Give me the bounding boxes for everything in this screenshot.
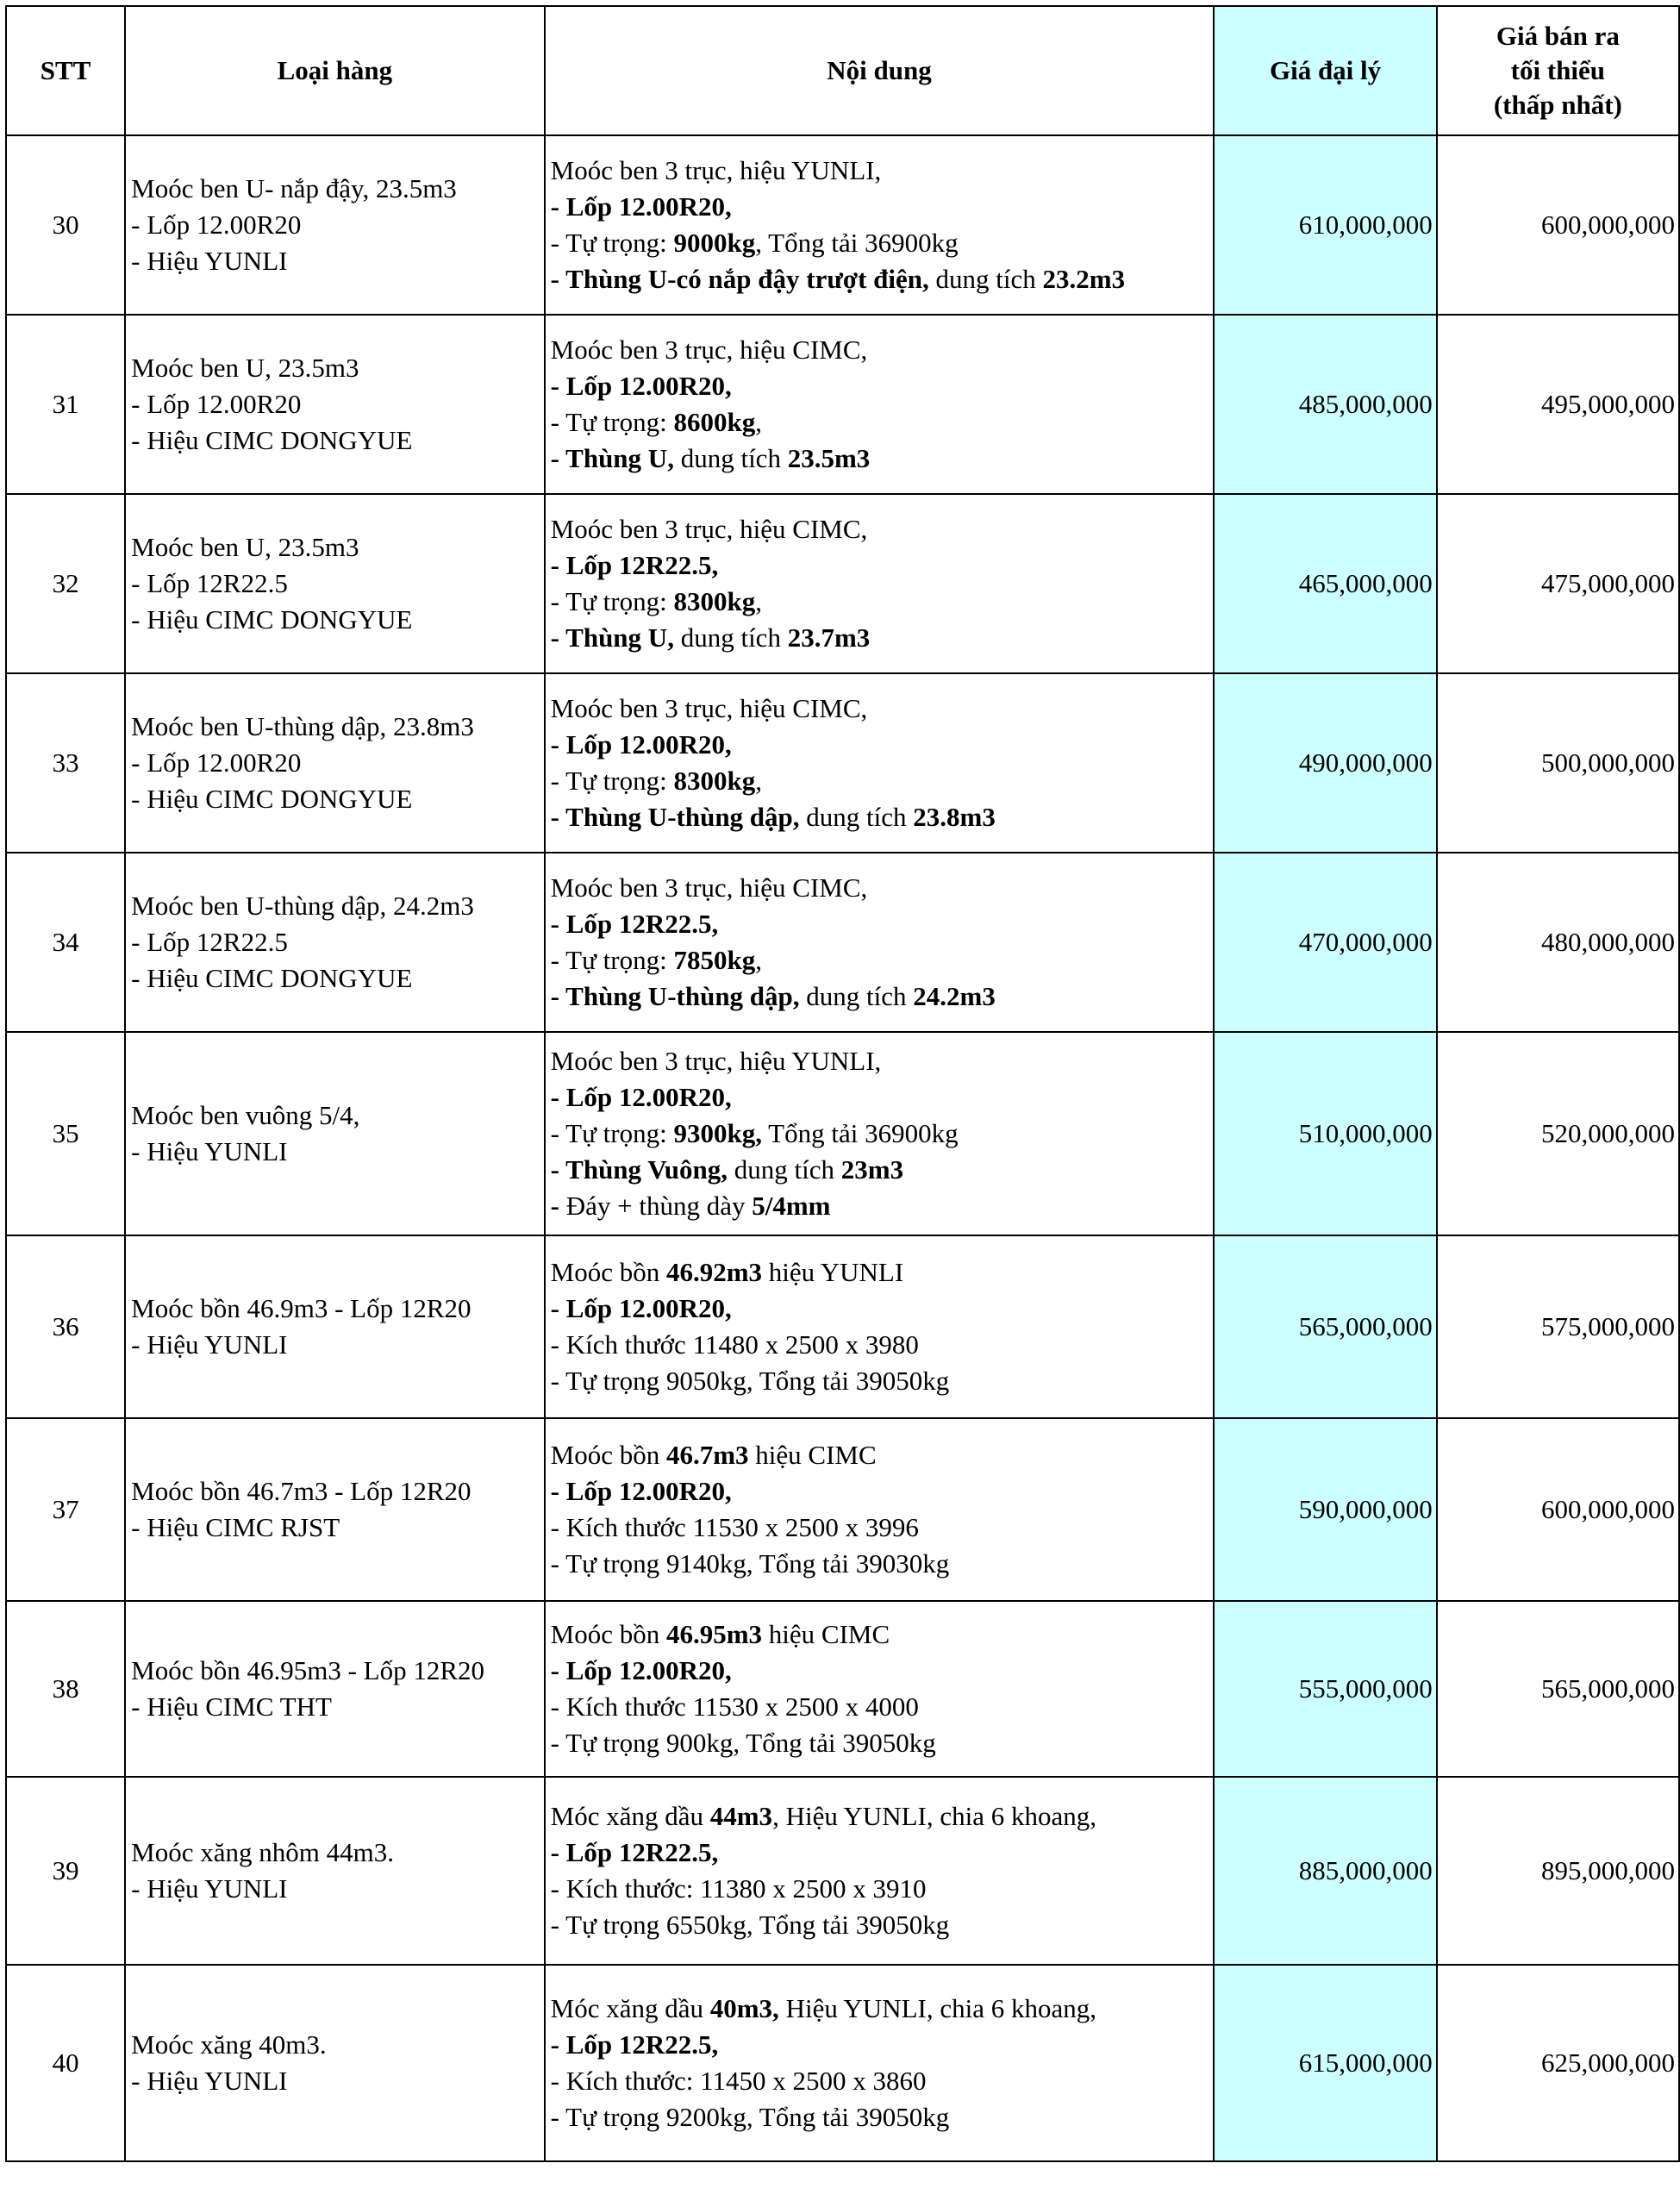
type-line: Moóc xăng nhôm 44m3. — [131, 1837, 394, 1867]
table-body — [6, 135, 1679, 2161]
content-segment: - Tự trọng 9050kg, Tổng tải 39050kg — [550, 1366, 950, 1396]
content-segment: 23.2m3 — [1042, 264, 1126, 294]
table-row — [6, 673, 1679, 853]
row-content — [545, 1601, 1215, 1777]
content-segment: - Tự trọng: — [550, 228, 674, 258]
row-dealer-price: 485,000,000 — [1214, 315, 1436, 494]
row-type — [125, 673, 545, 853]
content-line — [551, 1510, 1214, 1546]
type-line: - Hiệu YUNLI — [131, 246, 288, 276]
row-stt: 30 — [6, 135, 125, 315]
content-line — [551, 1188, 1214, 1224]
content-line — [551, 2027, 1214, 2063]
content-segment: hiệu YUNLI — [762, 1257, 904, 1287]
content-segment: 8300kg — [673, 586, 756, 616]
row-type — [125, 1418, 545, 1601]
content-segment: Moóc bồn — [550, 1257, 666, 1287]
content-line — [551, 1437, 1214, 1473]
content-line — [551, 547, 1214, 584]
content-line — [551, 942, 1214, 978]
content-segment: - Kích thước: 11380 x 2500 x 3910 — [550, 1873, 927, 1904]
content-line — [551, 1152, 1214, 1188]
content-segment: Moóc bồn — [550, 1619, 666, 1649]
row-min-price: 495,000,000 — [1437, 315, 1679, 494]
content-line — [551, 799, 1214, 835]
row-stt: 32 — [6, 494, 125, 673]
table-row — [6, 1777, 1679, 1965]
row-type — [125, 135, 545, 315]
row-min-price: 600,000,000 — [1437, 1418, 1679, 1601]
type-line: - Lốp 12.00R20 — [131, 747, 302, 778]
content-segment: , — [755, 586, 762, 616]
content-segment: 46.7m3 — [665, 1440, 749, 1470]
content-segment: - Kích thước 11530 x 2500 x 3996 — [550, 1512, 919, 1542]
row-content — [545, 673, 1215, 853]
row-dealer-price: 490,000,000 — [1214, 673, 1436, 853]
content-segment: - Lốp 12.00R20, — [550, 1082, 732, 1112]
content-segment: - Lốp 12.00R20, — [550, 1655, 732, 1685]
content-segment: - Thùng Vuông, — [550, 1154, 728, 1185]
row-type — [125, 1965, 545, 2161]
content-line — [551, 620, 1214, 656]
row-stt: 40 — [6, 1965, 125, 2161]
content-segment: Đáy + thùng dày — [565, 1191, 753, 1221]
header-content: Nội dung — [545, 6, 1215, 135]
table-row — [6, 494, 1679, 673]
row-dealer-price: 465,000,000 — [1214, 494, 1436, 673]
content-segment: 23.7m3 — [787, 622, 871, 653]
type-line: Moóc ben U-thùng dập, 24.2m3 — [131, 891, 474, 921]
content-segment: 40m3, — [709, 1993, 779, 2023]
content-segment: - — [550, 1191, 566, 1221]
row-stt: 31 — [6, 315, 125, 494]
content-segment: - Lốp 12R22.5, — [550, 550, 719, 580]
type-line: - Hiệu CIMC RJST — [131, 1512, 340, 1542]
row-stt: 34 — [6, 853, 125, 1032]
header-row — [6, 6, 1679, 135]
content-segment: 44m3 — [709, 1801, 773, 1831]
table-row — [6, 135, 1679, 315]
row-content — [545, 1418, 1215, 1601]
table-row — [6, 1235, 1679, 1418]
content-line — [551, 763, 1214, 799]
content-segment: Moóc bồn — [550, 1440, 666, 1470]
content-line — [551, 978, 1214, 1015]
content-segment: 46.95m3 — [665, 1619, 763, 1649]
type-line: - Hiệu CIMC DONGYUE — [131, 963, 413, 993]
content-segment: 24.2m3 — [913, 981, 996, 1011]
content-segment: - Thùng U-có nắp đậy trượt điện, — [550, 264, 929, 294]
row-min-price: 600,000,000 — [1437, 135, 1679, 315]
row-content — [545, 1235, 1215, 1418]
type-line: - Lốp 12R22.5 — [131, 568, 288, 598]
row-content — [545, 135, 1215, 315]
header-min-price-line: Giá bán ra — [1496, 21, 1620, 51]
table-row — [6, 853, 1679, 1032]
price-table — [5, 5, 1680, 2162]
content-segment: 23.5m3 — [787, 443, 871, 473]
content-segment: - Tự trọng: — [550, 945, 674, 975]
type-line: Moóc ben U, 23.5m3 — [131, 353, 359, 383]
content-segment: Moóc ben 3 trục, hiệu CIMC, — [550, 514, 868, 544]
content-segment: - Thùng U, — [550, 443, 674, 473]
row-type — [125, 494, 545, 673]
content-segment: - Thùng U, — [550, 622, 674, 653]
content-segment: - Lốp 12.00R20, — [550, 1293, 732, 1323]
content-line — [551, 1798, 1214, 1835]
content-segment: hiệu CIMC — [762, 1619, 890, 1649]
content-line — [551, 332, 1214, 368]
content-line — [551, 189, 1214, 225]
content-line — [551, 1871, 1214, 1907]
content-line — [551, 906, 1214, 942]
row-min-price: 565,000,000 — [1437, 1601, 1679, 1777]
type-line: Moóc bồn 46.7m3 - Lốp 12R20 — [131, 1476, 472, 1506]
row-dealer-price: 615,000,000 — [1214, 1965, 1436, 2161]
content-segment: - Lốp 12R22.5, — [550, 2029, 719, 2060]
content-segment: - Tự trọng: — [550, 407, 674, 437]
type-line: Moóc bồn 46.95m3 - Lốp 12R20 — [131, 1655, 485, 1685]
content-line — [551, 1835, 1214, 1871]
row-min-price: 895,000,000 — [1437, 1777, 1679, 1965]
row-min-price: 500,000,000 — [1437, 673, 1679, 853]
row-content — [545, 315, 1215, 494]
row-content — [545, 1965, 1215, 2161]
row-content — [545, 1777, 1215, 1965]
content-segment: - Lốp 12.00R20, — [550, 729, 732, 760]
content-segment: - Lốp 12.00R20, — [550, 1476, 732, 1506]
row-stt: 37 — [6, 1418, 125, 1601]
row-dealer-price: 510,000,000 — [1214, 1032, 1436, 1235]
content-segment: Moóc ben 3 trục, hiệu CIMC, — [550, 693, 868, 723]
price-sheet — [5, 5, 1680, 2162]
row-content — [545, 494, 1215, 673]
content-segment: - Kích thước 11530 x 2500 x 4000 — [550, 1691, 919, 1722]
content-line — [551, 225, 1214, 261]
header-dealer-price: Giá đại lý — [1214, 6, 1436, 135]
row-type — [125, 315, 545, 494]
type-line: Moóc ben vuông 5/4, — [131, 1100, 360, 1130]
row-type — [125, 1601, 545, 1777]
type-line: - Lốp 12R22.5 — [131, 927, 288, 957]
row-dealer-price: 885,000,000 — [1214, 1777, 1436, 1965]
content-segment: - Tự trọng: — [550, 766, 674, 796]
content-line — [551, 1907, 1214, 1943]
type-line: - Hiệu CIMC DONGYUE — [131, 784, 413, 814]
row-dealer-price: 470,000,000 — [1214, 853, 1436, 1032]
type-line: - Lốp 12.00R20 — [131, 209, 302, 240]
row-dealer-price: 610,000,000 — [1214, 135, 1436, 315]
content-line — [551, 1363, 1214, 1399]
row-min-price: 625,000,000 — [1437, 1965, 1679, 2161]
header-min-price-line: tối thiểu — [1510, 55, 1606, 85]
content-segment: - Tự trọng: — [550, 586, 674, 616]
content-line — [551, 1291, 1214, 1327]
content-segment: dung tích — [928, 264, 1043, 294]
content-segment: hiệu CIMC — [748, 1440, 877, 1470]
header-min-price-line: (thấp nhất) — [1493, 90, 1622, 120]
type-line: - Hiệu YUNLI — [131, 2066, 288, 2096]
content-segment: - Tự trọng 9200kg, Tổng tải 39050kg — [550, 2102, 950, 2132]
content-segment: dung tích — [799, 981, 914, 1011]
content-segment: dung tích — [728, 1154, 841, 1185]
content-line — [551, 870, 1214, 906]
content-segment: 8300kg — [673, 766, 756, 796]
content-segment: Moóc ben 3 trục, hiệu YUNLI, — [550, 155, 882, 185]
content-segment: Moóc ben 3 trục, hiệu YUNLI, — [550, 1046, 882, 1076]
content-segment: - Tự trọng 9140kg, Tổng tải 39030kg — [550, 1548, 950, 1579]
row-stt: 35 — [6, 1032, 125, 1235]
content-line — [551, 1043, 1214, 1079]
content-line — [551, 1725, 1214, 1761]
type-line: Moóc bồn 46.9m3 - Lốp 12R20 — [131, 1293, 472, 1323]
content-segment: - Lốp 12R22.5, — [550, 909, 719, 939]
row-min-price: 575,000,000 — [1437, 1235, 1679, 1418]
content-line — [551, 261, 1214, 297]
type-line: Moóc xăng 40m3. — [131, 2029, 327, 2060]
type-line: Moóc ben U- nắp đậy, 23.5m3 — [131, 173, 457, 203]
row-dealer-price: 555,000,000 — [1214, 1601, 1436, 1777]
content-segment: , Tổng tải 36900kg — [755, 228, 959, 258]
content-segment: - Thùng U-thùng dập, — [550, 802, 800, 832]
content-segment: dung tích — [673, 443, 788, 473]
content-segment: 9300kg, — [673, 1118, 762, 1148]
content-segment: 46.92m3 — [665, 1257, 763, 1287]
content-line — [551, 1327, 1214, 1363]
row-type — [125, 1777, 545, 1965]
type-line: - Hiệu CIMC DONGYUE — [131, 604, 413, 635]
content-segment: dung tích — [799, 802, 914, 832]
type-line: - Lốp 12.00R20 — [131, 389, 302, 419]
table-row — [6, 1418, 1679, 1601]
content-line — [551, 1689, 1214, 1725]
content-segment: - Thùng U-thùng dập, — [550, 981, 800, 1011]
row-min-price: 480,000,000 — [1437, 853, 1679, 1032]
content-segment: Móc xăng dầu — [550, 1801, 710, 1831]
content-segment: Moóc ben 3 trục, hiệu CIMC, — [550, 334, 868, 365]
content-line — [551, 404, 1214, 441]
content-segment: - Kích thước 11480 x 2500 x 3980 — [550, 1329, 919, 1360]
content-segment: 5/4mm — [752, 1191, 831, 1221]
content-line — [551, 1473, 1214, 1510]
content-segment: 23.8m3 — [913, 802, 996, 832]
content-segment: - Kích thước: 11450 x 2500 x 3860 — [550, 2066, 927, 2096]
table-header — [6, 6, 1679, 135]
table-row — [6, 1032, 1679, 1235]
content-segment: - Tự trọng 900kg, Tổng tải 39050kg — [550, 1728, 936, 1758]
content-segment: dung tích — [673, 622, 788, 653]
content-line — [551, 153, 1214, 189]
content-line — [551, 2099, 1214, 2135]
content-segment: 9000kg — [673, 228, 756, 258]
content-segment: - Lốp 12.00R20, — [550, 191, 732, 222]
content-line — [551, 1653, 1214, 1689]
row-type — [125, 1235, 545, 1418]
content-segment: - Lốp 12R22.5, — [550, 1837, 719, 1867]
content-segment: 23m3 — [840, 1154, 904, 1185]
content-line — [551, 1546, 1214, 1582]
type-line: - Hiệu YUNLI — [131, 1873, 288, 1904]
content-segment: , Hiệu YUNLI, chia 6 khoang, — [772, 1801, 1096, 1831]
content-line — [551, 691, 1214, 727]
content-segment: , — [755, 407, 762, 437]
content-line — [551, 441, 1214, 477]
row-min-price: 475,000,000 — [1437, 494, 1679, 673]
content-line — [551, 1616, 1214, 1653]
type-line: - Hiệu YUNLI — [131, 1329, 288, 1360]
row-min-price: 520,000,000 — [1437, 1032, 1679, 1235]
content-segment: , — [755, 766, 762, 796]
content-segment: 7850kg — [673, 945, 756, 975]
content-segment: Moóc ben 3 trục, hiệu CIMC, — [550, 872, 868, 903]
table-row — [6, 1601, 1679, 1777]
row-type — [125, 853, 545, 1032]
content-line — [551, 2063, 1214, 2099]
header-min-price — [1437, 6, 1679, 135]
row-stt: 38 — [6, 1601, 125, 1777]
content-line — [551, 511, 1214, 547]
row-stt: 39 — [6, 1777, 125, 1965]
row-content — [545, 853, 1215, 1032]
content-line — [551, 368, 1214, 404]
content-line — [551, 1079, 1214, 1116]
content-segment: Tổng tải 36900kg — [761, 1118, 959, 1148]
row-stt: 33 — [6, 673, 125, 853]
content-segment: , — [755, 945, 762, 975]
row-dealer-price: 590,000,000 — [1214, 1418, 1436, 1601]
type-line: - Hiệu CIMC DONGYUE — [131, 425, 413, 455]
content-segment: Hiệu YUNLI, chia 6 khoang, — [778, 1993, 1096, 2023]
header-stt: STT — [6, 6, 125, 135]
content-segment: Móc xăng dầu — [550, 1993, 710, 2023]
header-type: Loại hàng — [125, 6, 545, 135]
table-row — [6, 1965, 1679, 2161]
content-line — [551, 1991, 1214, 2027]
row-dealer-price: 565,000,000 — [1214, 1235, 1436, 1418]
content-line — [551, 1254, 1214, 1291]
type-line: Moóc ben U-thùng dập, 23.8m3 — [131, 711, 474, 741]
row-type — [125, 1032, 545, 1235]
content-line — [551, 1116, 1214, 1152]
content-line — [551, 727, 1214, 763]
type-line: Moóc ben U, 23.5m3 — [131, 532, 359, 562]
type-line: - Hiệu CIMC THT — [131, 1691, 332, 1722]
table-row — [6, 315, 1679, 494]
content-segment: - Tự trọng 6550kg, Tổng tải 39050kg — [550, 1910, 950, 1940]
content-segment: - Tự trọng: — [550, 1118, 674, 1148]
content-segment: 8600kg — [673, 407, 756, 437]
row-stt: 36 — [6, 1235, 125, 1418]
content-segment: - Lốp 12.00R20, — [550, 371, 732, 401]
row-content — [545, 1032, 1215, 1235]
type-line: - Hiệu YUNLI — [131, 1136, 288, 1166]
content-line — [551, 584, 1214, 620]
